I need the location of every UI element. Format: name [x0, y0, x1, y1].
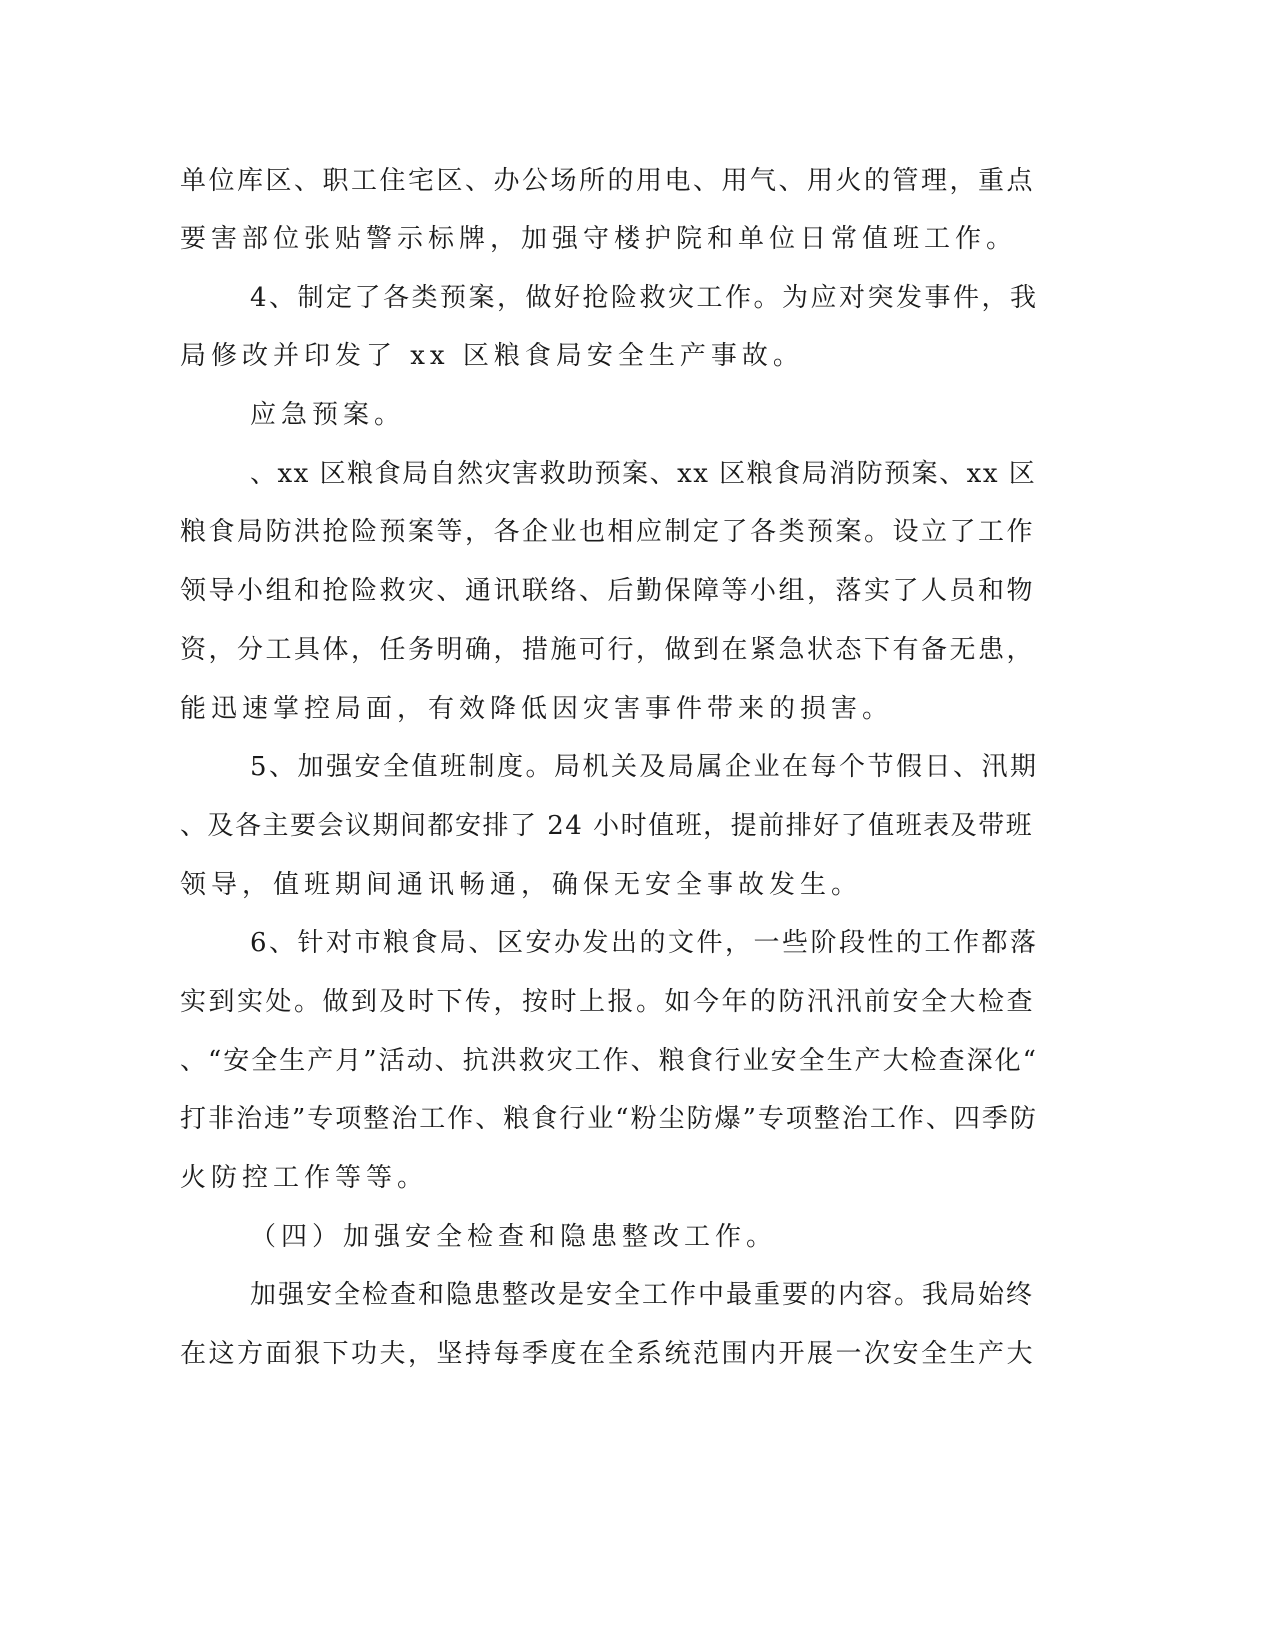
text-line: 领导，值班期间通讯畅通，确保无安全事故发生。: [180, 870, 863, 900]
text-line: 粮食局防洪抢险预案等，各企业也相应制定了各类预案。设立了工作: [180, 517, 1036, 547]
text-line: 单位库区、职工住宅区、办公场所的用电、用气、用火的管理，重点: [180, 166, 1036, 196]
text-line: 能迅速掌控局面，有效降低因灾害事件带来的损害。: [180, 694, 894, 724]
text-line: 、及各主要会议期间都安排了 24 小时值班，提前排好了值班表及带班: [180, 811, 1034, 841]
text-line: 局修改并印发了 xx 区粮食局安全生产事故。: [180, 341, 804, 371]
text-line: 应急预案。: [250, 400, 406, 430]
section-heading: （四）加强安全检查和隐患整改工作。: [250, 1222, 778, 1252]
text-line: 资，分工具体，任务明确，措施可行，做到在紧急状态下有备无患，: [180, 635, 1036, 665]
text-line: 6、针对市粮食局、区安办发出的文件，一些阶段性的工作都落: [250, 928, 1039, 958]
text-line: 实到实处。做到及时下传，按时上报。如今年的防汛汛前安全大检查: [180, 987, 1036, 1017]
text-line: 要害部位张贴警示标牌，加强守楼护院和单位日常值班工作。: [180, 224, 1018, 254]
text-line: 、“安全生产月”活动、抗洪救灾工作、粮食行业安全生产大检查深化“: [180, 1046, 1038, 1076]
text-line: 打非治违”专项整治工作、粮食行业“粉尘防爆”专项整治工作、四季防: [180, 1104, 1038, 1134]
text-line: 4、制定了各类预案，做好抢险救灾工作。为应对突发事件，我: [250, 283, 1039, 313]
text-line: 5、加强安全值班制度。局机关及局属企业在每个节假日、汛期: [250, 752, 1039, 782]
text-line: 、xx 区粮食局自然灾害救助预案、xx 区粮食局消防预案、xx 区: [250, 459, 1037, 489]
text-line: 火防控工作等等。: [180, 1163, 429, 1193]
text-line: 在这方面狠下功夫，坚持每季度在全系统范围内开展一次安全生产大: [180, 1339, 1036, 1369]
text-line: 领导小组和抢险救灾、通讯联络、后勤保障等小组，落实了人员和物: [180, 576, 1036, 606]
text-line: 加强安全检查和隐患整改是安全工作中最重要的内容。我局始终: [250, 1280, 1035, 1310]
